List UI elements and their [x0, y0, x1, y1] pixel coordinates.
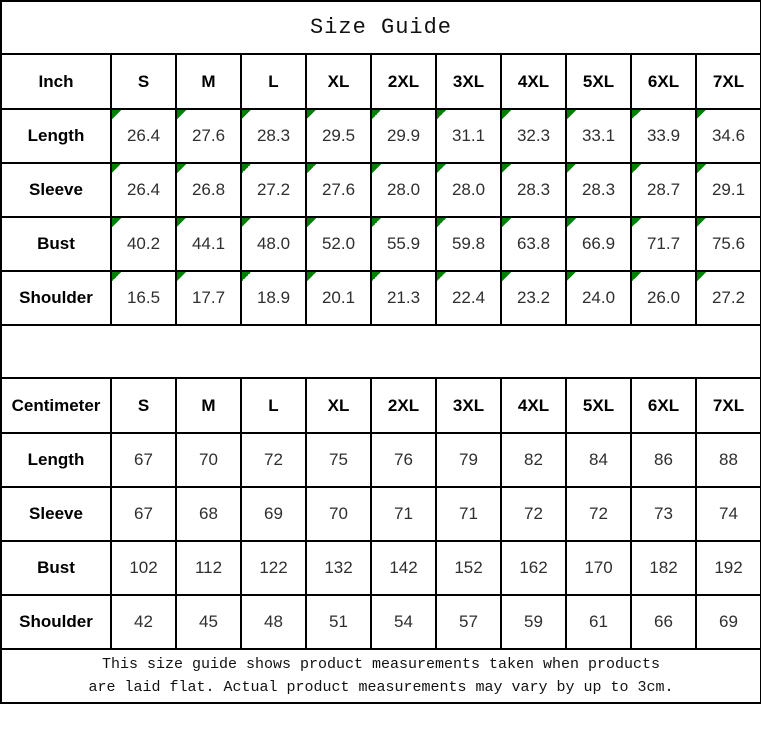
measurement-value-cell — [501, 163, 566, 217]
measurement-value-cell — [696, 271, 761, 325]
measurement-value-cell — [566, 595, 631, 649]
measurement-value: 42 — [134, 612, 153, 631]
cell-marker-triangle-icon — [697, 272, 706, 281]
table-row — [1, 217, 761, 271]
measurement-value: 112 — [194, 558, 223, 577]
size-col-header: 6XL — [631, 54, 696, 109]
measurement-value: 32.3 — [516, 126, 551, 145]
measurement-value-cell — [176, 217, 241, 271]
measurement-value-cell — [631, 271, 696, 325]
measurement-value: 27.6 — [191, 126, 226, 145]
measurement-value: 20.1 — [321, 288, 356, 307]
measurement-value-cell — [436, 271, 501, 325]
table-row — [1, 271, 761, 325]
cell-marker-triangle-icon — [112, 164, 121, 173]
unit-label: Centimeter — [1, 378, 111, 433]
measurement-value: 63.8 — [516, 234, 551, 253]
cell-marker-triangle-icon — [307, 164, 316, 173]
measurement-value-cell — [111, 109, 176, 163]
size-col-header: 6XL — [631, 378, 696, 433]
measurement-label: Length — [1, 109, 111, 163]
footer-line-1: This size guide shows product measurements taken when products — [101, 655, 661, 673]
size-col-header: 7XL — [696, 54, 761, 109]
size-col-header: L — [241, 54, 306, 109]
measurement-value-cell — [306, 109, 371, 163]
page-title: Size Guide — [1, 1, 761, 54]
measurement-value-cell — [111, 217, 176, 271]
measurement-value-cell — [501, 595, 566, 649]
measurement-value: 48.0 — [256, 234, 291, 253]
size-col-header: 4XL — [501, 54, 566, 109]
measurement-value: 17.7 — [191, 288, 226, 307]
measurement-value-cell — [566, 541, 631, 595]
measurement-value: 16.5 — [126, 288, 161, 307]
measurement-value: 45 — [199, 612, 218, 631]
size-col-header: L — [241, 378, 306, 433]
cell-marker-triangle-icon — [437, 272, 446, 281]
measurement-value-cell — [696, 541, 761, 595]
cell-marker-triangle-icon — [437, 164, 446, 173]
measurement-value: 68 — [199, 504, 218, 523]
size-col-header: XL — [306, 378, 371, 433]
measurement-value: 142 — [389, 558, 418, 577]
measurement-value: 152 — [454, 558, 483, 577]
measurement-value: 29.5 — [321, 126, 356, 145]
measurement-value-cell — [306, 487, 371, 541]
cell-marker-triangle-icon — [112, 272, 121, 281]
cell-marker-triangle-icon — [697, 218, 706, 227]
measurement-value-cell — [501, 433, 566, 487]
measurement-value: 29.9 — [386, 126, 421, 145]
measurement-value: 88 — [719, 450, 738, 469]
measurement-value: 28.0 — [386, 180, 421, 199]
measurement-value: 132 — [324, 558, 353, 577]
measurement-value-cell — [696, 163, 761, 217]
measurement-value-cell — [566, 433, 631, 487]
measurement-value: 27.2 — [711, 288, 746, 307]
cell-marker-triangle-icon — [697, 110, 706, 119]
cell-marker-triangle-icon — [437, 110, 446, 119]
cell-marker-triangle-icon — [307, 272, 316, 281]
measurement-value-cell — [111, 541, 176, 595]
measurement-value: 44.1 — [191, 234, 226, 253]
measurement-value-cell — [631, 217, 696, 271]
measurement-value: 26.4 — [126, 126, 161, 145]
measurement-value-cell — [176, 163, 241, 217]
unit-label: Inch — [1, 54, 111, 109]
measurement-value: 51 — [329, 612, 348, 631]
measurement-value: 31.1 — [451, 126, 486, 145]
measurement-value-cell — [631, 163, 696, 217]
table-row — [1, 433, 761, 487]
measurement-value: 69 — [264, 504, 283, 523]
measurement-value: 70 — [329, 504, 348, 523]
measurement-value: 55.9 — [386, 234, 421, 253]
measurement-label: Length — [1, 433, 111, 487]
measurement-value: 84 — [589, 450, 608, 469]
cell-marker-triangle-icon — [372, 218, 381, 227]
size-header-row — [1, 378, 761, 433]
measurement-value-cell — [111, 487, 176, 541]
measurement-value: 75.6 — [711, 234, 746, 253]
measurement-value: 73 — [654, 504, 673, 523]
measurement-value-cell — [436, 217, 501, 271]
cell-marker-triangle-icon — [242, 218, 251, 227]
cell-marker-triangle-icon — [567, 110, 576, 119]
measurement-value: 29.1 — [711, 180, 746, 199]
cell-marker-triangle-icon — [632, 218, 641, 227]
measurement-value-cell — [371, 433, 436, 487]
cell-marker-triangle-icon — [437, 218, 446, 227]
measurement-value-cell — [371, 271, 436, 325]
measurement-value-cell — [306, 163, 371, 217]
measurement-value: 71 — [394, 504, 413, 523]
measurement-value: 182 — [649, 558, 678, 577]
measurement-value: 21.3 — [386, 288, 421, 307]
measurement-value-cell — [566, 163, 631, 217]
cell-marker-triangle-icon — [502, 110, 511, 119]
size-col-header: S — [111, 378, 176, 433]
measurement-value-cell — [176, 487, 241, 541]
cell-marker-triangle-icon — [372, 272, 381, 281]
measurement-value: 192 — [714, 558, 743, 577]
measurement-value-cell — [696, 595, 761, 649]
measurement-value: 28.7 — [646, 180, 681, 199]
size-col-header: XL — [306, 54, 371, 109]
measurement-value-cell — [631, 541, 696, 595]
measurement-value-cell — [241, 109, 306, 163]
measurement-value-cell — [436, 487, 501, 541]
measurement-value: 66 — [654, 612, 673, 631]
measurement-value-cell — [306, 271, 371, 325]
measurement-value-cell — [631, 595, 696, 649]
measurement-value-cell — [696, 487, 761, 541]
measurement-value-cell — [176, 433, 241, 487]
cell-marker-triangle-icon — [242, 272, 251, 281]
measurement-value-cell — [566, 271, 631, 325]
measurement-value: 18.9 — [256, 288, 291, 307]
cell-marker-triangle-icon — [372, 110, 381, 119]
measurement-value-cell — [436, 541, 501, 595]
measurement-value-cell — [111, 595, 176, 649]
cell-marker-triangle-icon — [242, 110, 251, 119]
measurement-value: 122 — [259, 558, 288, 577]
cell-marker-triangle-icon — [112, 218, 121, 227]
measurement-value: 75 — [329, 450, 348, 469]
size-col-header: 3XL — [436, 54, 501, 109]
measurement-value-cell — [111, 433, 176, 487]
measurement-value: 72 — [589, 504, 608, 523]
size-col-header: M — [176, 54, 241, 109]
title-row — [1, 1, 761, 54]
size-col-header: 7XL — [696, 378, 761, 433]
measurement-value-cell — [306, 433, 371, 487]
measurement-value: 170 — [584, 558, 613, 577]
cell-marker-triangle-icon — [567, 218, 576, 227]
cell-marker-triangle-icon — [632, 110, 641, 119]
measurement-value-cell — [241, 163, 306, 217]
measurement-value-cell — [436, 109, 501, 163]
footer-row — [1, 649, 761, 703]
size-col-header: S — [111, 54, 176, 109]
measurement-value: 28.3 — [256, 126, 291, 145]
measurement-label: Shoulder — [1, 595, 111, 649]
measurement-value-cell — [501, 217, 566, 271]
cell-marker-triangle-icon — [567, 164, 576, 173]
measurement-value-cell — [696, 433, 761, 487]
measurement-value: 59 — [524, 612, 543, 631]
measurement-value: 74 — [719, 504, 738, 523]
cell-marker-triangle-icon — [372, 164, 381, 173]
measurement-value-cell — [241, 271, 306, 325]
measurement-value: 33.1 — [581, 126, 616, 145]
cell-marker-triangle-icon — [112, 110, 121, 119]
measurement-value: 33.9 — [646, 126, 681, 145]
measurement-value: 28.3 — [581, 180, 616, 199]
cell-marker-triangle-icon — [307, 218, 316, 227]
measurement-value-cell — [566, 487, 631, 541]
size-col-header: 2XL — [371, 378, 436, 433]
measurement-value-cell — [371, 163, 436, 217]
table-row — [1, 109, 761, 163]
measurement-value: 28.0 — [451, 180, 486, 199]
measurement-value: 162 — [519, 558, 548, 577]
measurement-value-cell — [371, 487, 436, 541]
measurement-value-cell — [371, 541, 436, 595]
measurement-value: 23.2 — [516, 288, 551, 307]
measurement-value-cell — [241, 433, 306, 487]
measurement-value: 72 — [524, 504, 543, 523]
measurement-value: 67 — [134, 504, 153, 523]
footer-line-2: are laid flat. Actual product measurements may vary by up to 3cm. — [88, 679, 674, 696]
measurement-value-cell — [371, 595, 436, 649]
cell-marker-triangle-icon — [177, 272, 186, 281]
size-header-row — [1, 54, 761, 109]
measurement-value: 76 — [394, 450, 413, 469]
measurement-value-cell — [566, 217, 631, 271]
measurement-value-cell — [241, 217, 306, 271]
measurement-value: 71 — [459, 504, 478, 523]
measurement-value-cell — [176, 541, 241, 595]
measurement-value: 67 — [134, 450, 153, 469]
measurement-value-cell — [176, 595, 241, 649]
size-col-header: 5XL — [566, 378, 631, 433]
footer-note — [1, 649, 761, 703]
size-col-header: 4XL — [501, 378, 566, 433]
measurement-value-cell — [241, 595, 306, 649]
measurement-value: 24.0 — [581, 288, 616, 307]
measurement-value-cell — [111, 271, 176, 325]
size-col-header: 5XL — [566, 54, 631, 109]
measurement-value: 61 — [589, 612, 608, 631]
cell-marker-triangle-icon — [307, 110, 316, 119]
measurement-value: 26.0 — [646, 288, 681, 307]
measurement-value-cell — [306, 217, 371, 271]
measurement-value: 72 — [264, 450, 283, 469]
measurement-value: 57 — [459, 612, 478, 631]
measurement-value-cell — [306, 541, 371, 595]
measurement-value: 54 — [394, 612, 413, 631]
measurement-value-cell — [306, 595, 371, 649]
measurement-value-cell — [501, 487, 566, 541]
cell-marker-triangle-icon — [632, 272, 641, 281]
measurement-value-cell — [436, 595, 501, 649]
measurement-value: 27.2 — [256, 180, 291, 199]
measurement-label: Sleeve — [1, 487, 111, 541]
cell-marker-triangle-icon — [697, 164, 706, 173]
measurement-value: 79 — [459, 450, 478, 469]
measurement-value-cell — [371, 217, 436, 271]
measurement-value-cell — [566, 109, 631, 163]
measurement-value-cell — [631, 109, 696, 163]
measurement-value: 86 — [654, 450, 673, 469]
measurement-value-cell — [631, 487, 696, 541]
cell-marker-triangle-icon — [502, 164, 511, 173]
spacer-row — [1, 325, 761, 378]
size-col-header: 2XL — [371, 54, 436, 109]
measurement-value: 69 — [719, 612, 738, 631]
measurement-value: 40.2 — [126, 234, 161, 253]
measurement-value: 102 — [129, 558, 158, 577]
cell-marker-triangle-icon — [177, 218, 186, 227]
measurement-value-cell — [501, 541, 566, 595]
measurement-value-cell — [241, 487, 306, 541]
measurement-value: 66.9 — [581, 234, 616, 253]
cell-marker-triangle-icon — [177, 164, 186, 173]
measurement-value: 48 — [264, 612, 283, 631]
measurement-label: Sleeve — [1, 163, 111, 217]
measurement-value: 70 — [199, 450, 218, 469]
measurement-value: 71.7 — [646, 234, 681, 253]
measurement-value-cell — [696, 109, 761, 163]
cell-marker-triangle-icon — [502, 272, 511, 281]
measurement-value: 59.8 — [451, 234, 486, 253]
cell-marker-triangle-icon — [502, 218, 511, 227]
measurement-value-cell — [436, 163, 501, 217]
size-col-header: M — [176, 378, 241, 433]
measurement-value-cell — [111, 163, 176, 217]
spacer-cell — [1, 325, 761, 378]
measurement-value-cell — [436, 433, 501, 487]
measurement-value-cell — [176, 271, 241, 325]
measurement-value: 34.6 — [711, 126, 746, 145]
measurement-value: 22.4 — [451, 288, 486, 307]
measurement-value-cell — [176, 109, 241, 163]
measurement-value: 52.0 — [321, 234, 356, 253]
measurement-label: Shoulder — [1, 271, 111, 325]
table-row — [1, 163, 761, 217]
table-row — [1, 595, 761, 649]
measurement-value-cell — [696, 217, 761, 271]
measurement-label: Bust — [1, 217, 111, 271]
measurement-value: 26.8 — [191, 180, 226, 199]
cell-marker-triangle-icon — [177, 110, 186, 119]
measurement-value-cell — [501, 109, 566, 163]
measurement-value: 26.4 — [126, 180, 161, 199]
measurement-value-cell — [371, 109, 436, 163]
cell-marker-triangle-icon — [242, 164, 251, 173]
cell-marker-triangle-icon — [632, 164, 641, 173]
table-row — [1, 487, 761, 541]
measurement-value-cell — [631, 433, 696, 487]
size-col-header: 3XL — [436, 378, 501, 433]
measurement-value-cell — [241, 541, 306, 595]
measurement-value: 82 — [524, 450, 543, 469]
measurement-value-cell — [501, 271, 566, 325]
measurement-value: 28.3 — [516, 180, 551, 199]
measurement-label: Bust — [1, 541, 111, 595]
measurement-value: 27.6 — [321, 180, 356, 199]
table-row — [1, 541, 761, 595]
cell-marker-triangle-icon — [567, 272, 576, 281]
